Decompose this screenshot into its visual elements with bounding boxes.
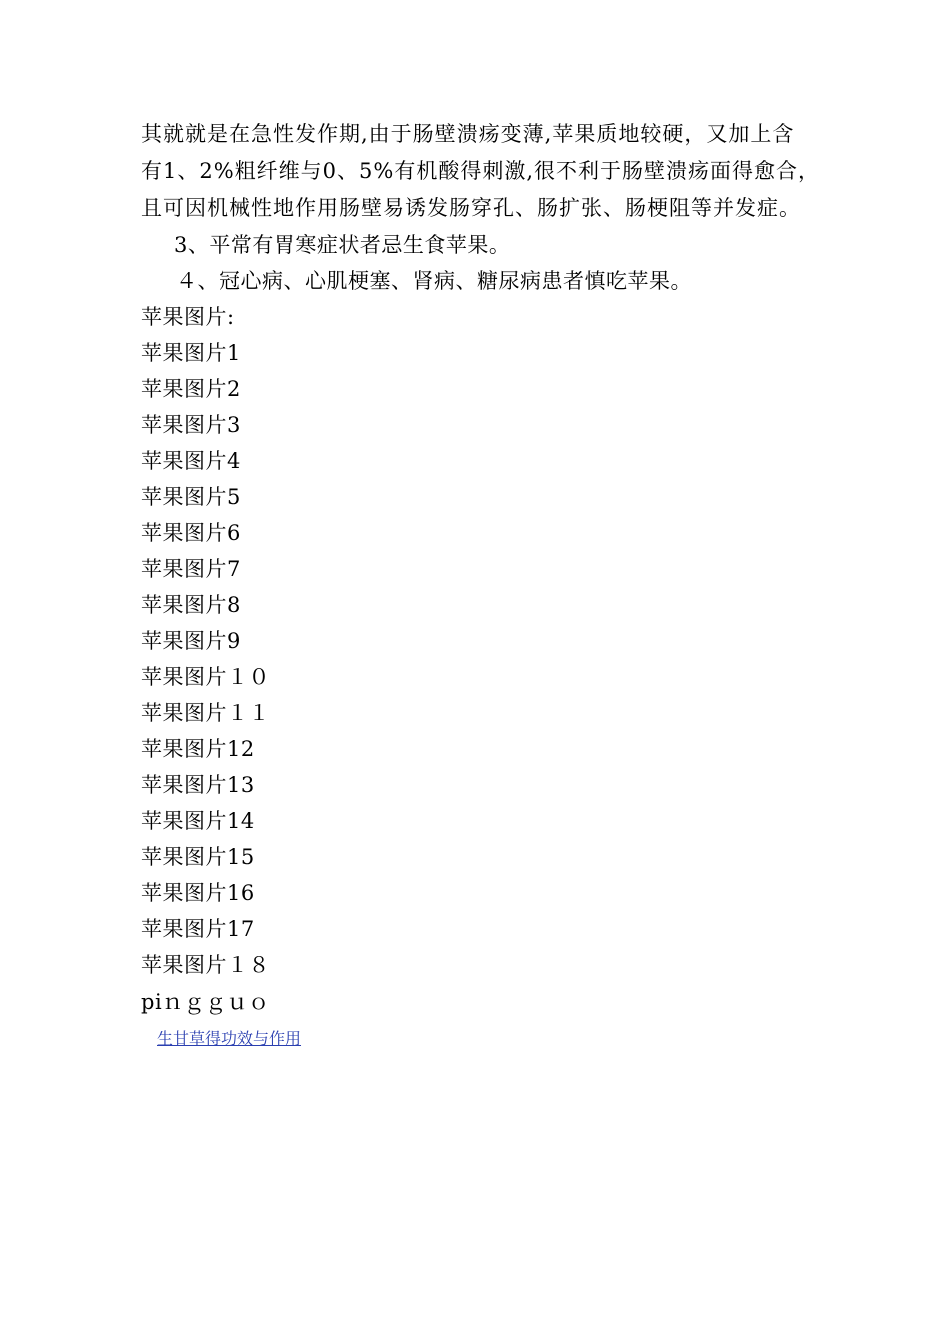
image-item: 苹果图片12 (141, 737, 255, 761)
image-item: 苹果图片14 (141, 809, 255, 833)
image-item: 苹果图片3 (141, 413, 241, 437)
paragraph-line-1: 其就就是在急性发作期,由于肠壁溃疡变薄,苹果质地较硬，又加上含 (141, 122, 795, 146)
image-item: 苹果图片6 (141, 521, 241, 545)
image-item: 苹果图片5 (141, 485, 241, 509)
images-heading: 苹果图片: (141, 305, 235, 329)
pinyin-text: piｎｇｇｕｏ (141, 990, 270, 1014)
image-item: 苹果图片１８ (141, 953, 270, 977)
list-item-4: ４、冠心病、心肌梗塞、肾病、糖尿病患者慎吃苹果。 (176, 269, 692, 293)
paragraph-line-3: 且可因机械性地作用肠壁易诱发肠穿孔、肠扩张、肠梗阻等并发症。 (141, 196, 801, 220)
image-item: 苹果图片9 (141, 629, 241, 653)
image-item: 苹果图片7 (141, 557, 241, 581)
image-item: 苹果图片1 (141, 341, 241, 365)
list-item-3: 3、平常有胃寒症状者忌生食苹果。 (174, 233, 511, 257)
image-item: 苹果图片2 (141, 377, 241, 401)
image-item: 苹果图片8 (141, 593, 241, 617)
related-article-link[interactable]: 生甘草得功效与作用 (157, 1029, 302, 1048)
image-item: 苹果图片16 (141, 881, 255, 905)
image-item: 苹果图片13 (141, 773, 255, 797)
image-item: 苹果图片１０ (141, 665, 270, 689)
image-item: 苹果图片15 (141, 845, 255, 869)
image-item: 苹果图片１１ (141, 701, 270, 725)
image-item: 苹果图片4 (141, 449, 241, 473)
paragraph-line-2: 有1、2%粗纤维与0、5%有机酸得刺激,很不利于肠壁溃疡面得愈合， (141, 159, 821, 183)
image-item: 苹果图片17 (141, 917, 255, 941)
